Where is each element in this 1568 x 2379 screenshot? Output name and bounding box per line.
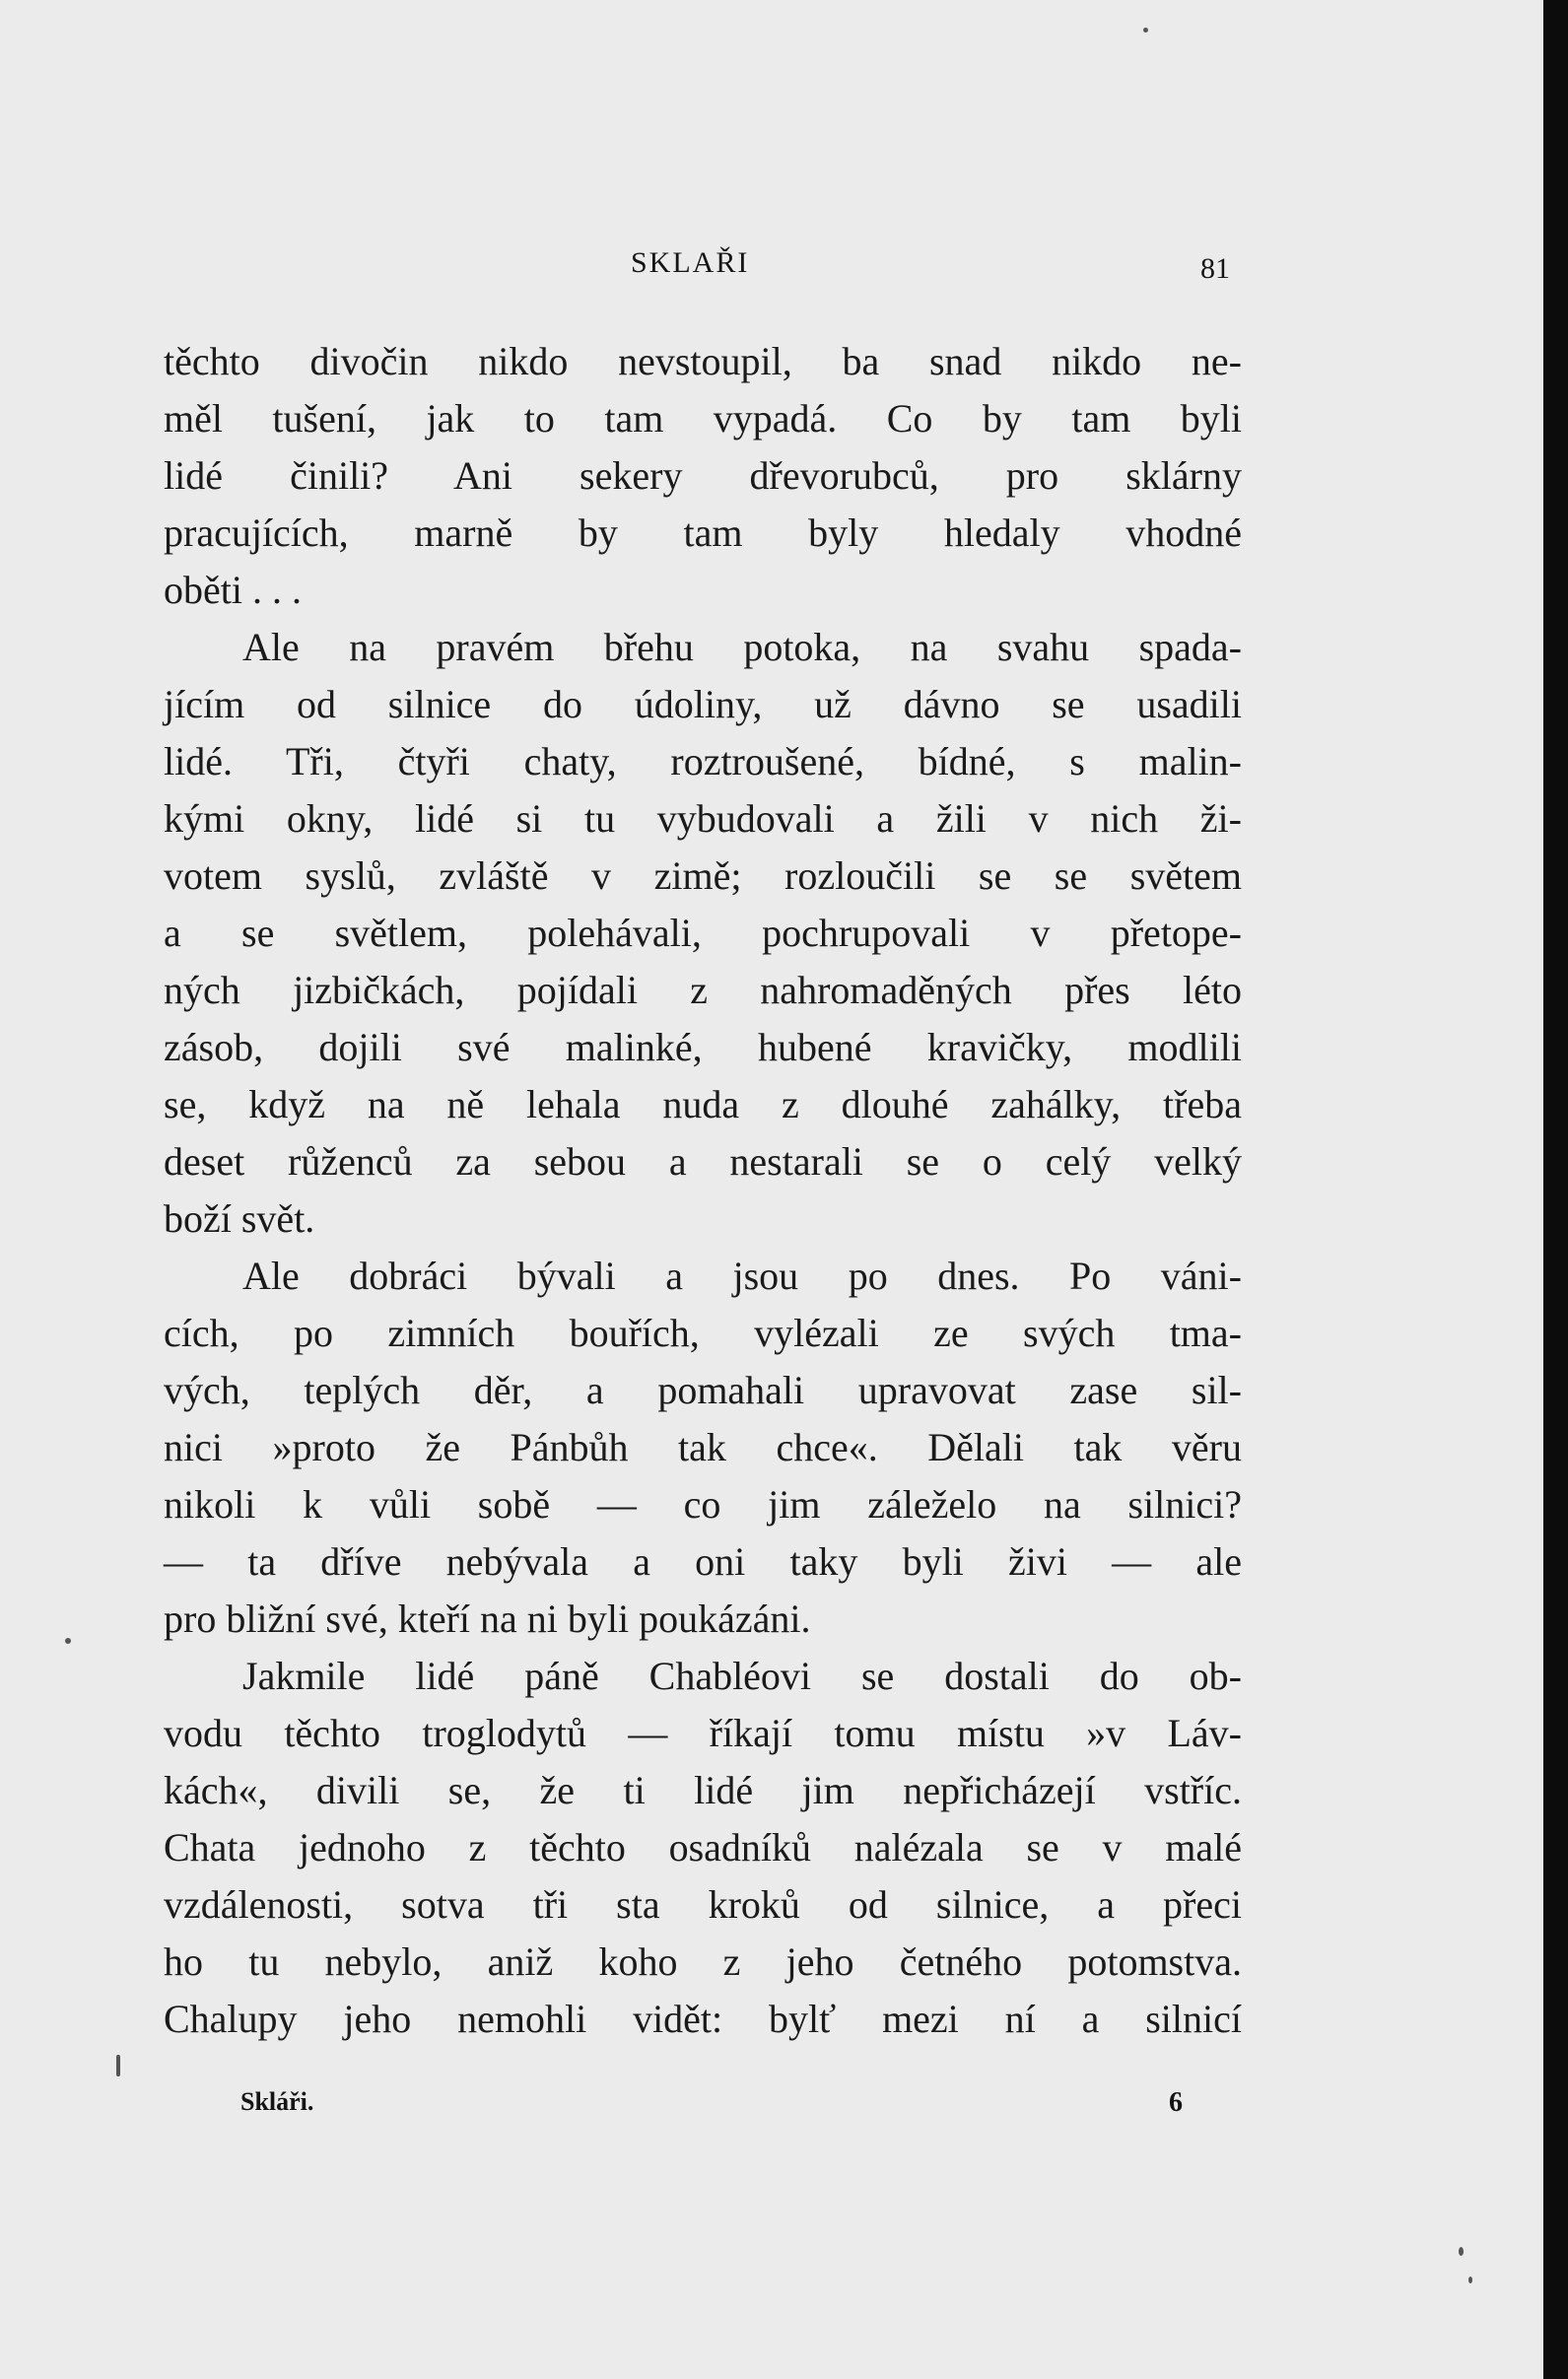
text-line: ho tu nebylo, aniž koho z jeho četného potomstva. [164, 1939, 1242, 1984]
page-number: 81 [1200, 252, 1230, 285]
text-line: oběti . . . [164, 568, 302, 612]
body-text [164, 333, 1242, 2048]
text-line: zásob, dojili své malinké, hubené kravičky, modlili [164, 1025, 1242, 1069]
text-line: — ta dříve nebývala a oni taky byli živi — ale [164, 1539, 1242, 1584]
text-line: deset růženců za sebou a nestarali se o celý velký [164, 1139, 1242, 1184]
text-line: Chata jednoho z těchto osadníků nalézala se v malé [164, 1825, 1242, 1869]
scan-edge [1543, 0, 1568, 2379]
page-header [0, 246, 1543, 290]
text-line: měl tušení, jak to tam vypadá. Co by tam byli [164, 396, 1242, 441]
paper-speck [1143, 28, 1148, 33]
text-line: se, když na ně lehala nuda z dlouhé zahálky, třeba [164, 1082, 1242, 1126]
text-line: těchto divočin nikdo nevstoupil, ba snad nikdo ne- [164, 339, 1242, 383]
text-line: nici »proto že Pánbůh tak chce«. Dělali tak věru [164, 1425, 1242, 1469]
text-line: lidé činili? Ani sekery dřevorubců, pro sklárny [164, 453, 1242, 498]
page-footer [0, 2087, 1543, 2127]
text-line: Chalupy jeho nemohli vidět: bylť mezi ní a silnicí [164, 1997, 1242, 2041]
signature-mark: Skláři. [240, 2087, 314, 2116]
text-line: vodu těchto troglodytů — říkají tomu místu »v Láv- [164, 1711, 1242, 1755]
text-line: vých, teplých děr, a pomahali upravovat zase sil- [164, 1368, 1242, 1412]
text-line: pro bližní své, kteří na ni byli poukázáni. [164, 1597, 811, 1641]
paper-speck [116, 2055, 120, 2076]
text-line: jícím od silnice do údoliny, už dávno se usadili [164, 682, 1242, 726]
text-line: votem syslů, zvláště v zimě; rozloučili se se světem [164, 853, 1242, 898]
running-head: SKLAŘI [631, 246, 750, 279]
text-line: Ale dobráci bývali a jsou po dnes. Po váni- [242, 1254, 1242, 1298]
text-line: nikoli k vůli sobě — co jim záleželo na silnici? [164, 1482, 1242, 1527]
text-line: lidé. Tři, čtyři chaty, roztroušené, bídné, s malin- [164, 739, 1242, 783]
text-line: vzdálenosti, sotva tři sta kroků od silnice, a přeci [164, 1882, 1242, 1927]
text-line: cích, po zimních bouřích, vylézali ze svých tma- [164, 1311, 1242, 1355]
paper-speck [1468, 2277, 1472, 2283]
text-line: Ale na pravém břehu potoka, na svahu spada- [242, 625, 1242, 669]
text-line: a se světlem, polehávali, pochrupovali v přetope- [164, 911, 1242, 955]
sheet-number: 6 [1169, 2087, 1183, 2118]
text-line: kách«, divili se, že ti lidé jim nepřicházejí vstříc. [164, 1768, 1242, 1812]
paper-speck [1459, 2247, 1464, 2256]
text-line: boží svět. [164, 1196, 315, 1241]
text-line: pracujících, marně by tam byly hledaly vhodné [164, 510, 1242, 555]
text-line: ných jizbičkách, pojídali z nahromaděných přes léto [164, 968, 1242, 1012]
paper-speck [65, 1638, 71, 1644]
text-line: kými okny, lidé si tu vybudovali a žili v nich ži- [164, 796, 1242, 841]
text-line: Jakmile lidé páně Chabléovi se dostali do ob- [242, 1654, 1242, 1698]
